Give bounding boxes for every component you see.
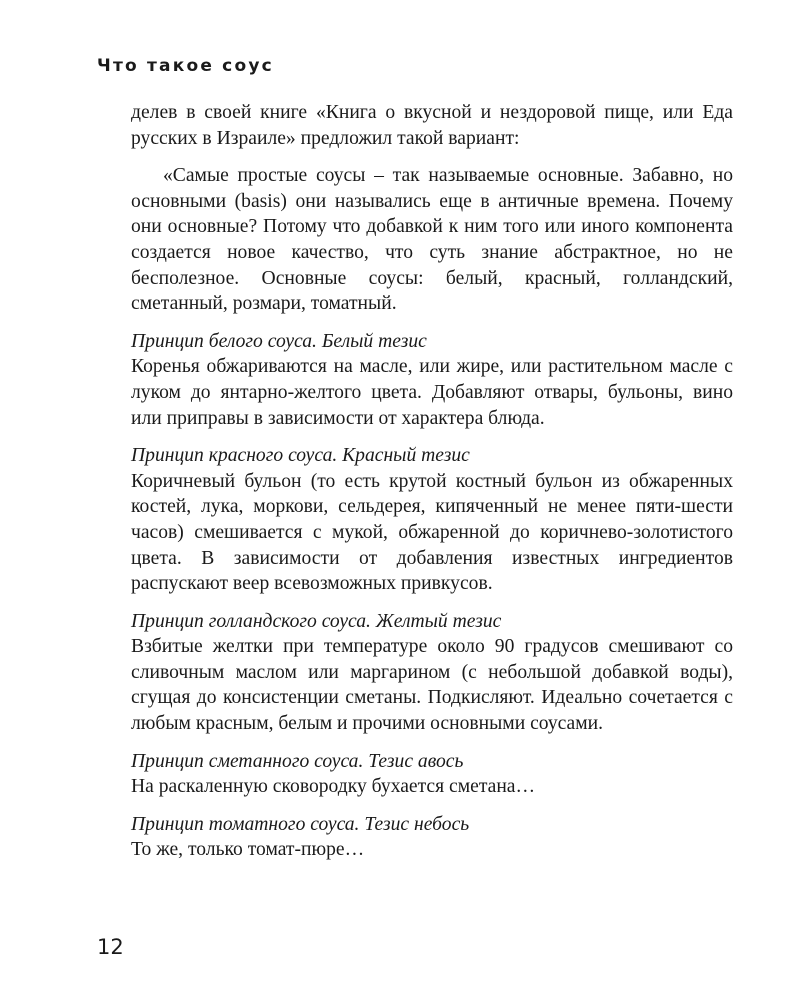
quote-paragraph: «Самые простые соусы – так называемые основные. Забавно, но основными (basis) они назывались еще в античные времена. Почему они основные? Потому что добавкой к ним того или иного компонента создается новое качество, что суть знание абстрактное, но не бесполезное. Основные соусы: белый, красный, голландский, сметанный, розмари, томатный.	[131, 165, 733, 315]
page-number: 12	[97, 935, 124, 959]
section-title-sour-cream: Принцип сметанного соуса. Тезис авось	[131, 750, 464, 772]
page-body	[131, 100, 733, 863]
section-text-red: Коричневый бульон (то есть крутой костный бульон из обжаренных костей, лука, моркови, сельдерея, кипяченный не менее пяти-шести часов) смешивается с мукой, обжаренной до коричнево-золотистого цвета. В зависимости от добавления известных ингредиентов распускают веер всевозможных привкусов.	[131, 470, 733, 595]
section-text-hollandaise: Взбитые желтки при температуре около 90 градусов смешивают со сливочным маслом или маргарином (с небольшой добавкой воды), сгущая до консистенции сметаны. Подкисляют. Идеально сочетается с любым красным, белым и прочими основными соусами.	[131, 636, 733, 735]
section-text-sour-cream: На раскаленную сковородку бухается сметана…	[131, 776, 536, 798]
section-text-tomato: То же, только томат-пюре…	[131, 839, 365, 861]
section-title-tomato: Принцип томатного соуса. Тезис небось	[131, 813, 470, 835]
section-title-hollandaise: Принцип голландского соуса. Желтый тезис	[131, 610, 502, 632]
section-title-white: Принцип белого соуса. Белый тезис	[131, 330, 427, 352]
intro-paragraph: делев в своей книге «Книга о вкусной и нездоровой пище, или Еда русских в Израиле» предложил такой вариант:	[131, 102, 733, 149]
section-text-white: Коренья обжариваются на масле, или жире, или растительном масле с луком до янтарно-желтого цвета. Добавляют отвары, бульоны, вино или приправы в зависимости от характера блюда.	[131, 356, 733, 429]
running-head: Что такое соус	[97, 56, 274, 76]
section-title-red: Принцип красного соуса. Красный тезис	[131, 445, 470, 467]
